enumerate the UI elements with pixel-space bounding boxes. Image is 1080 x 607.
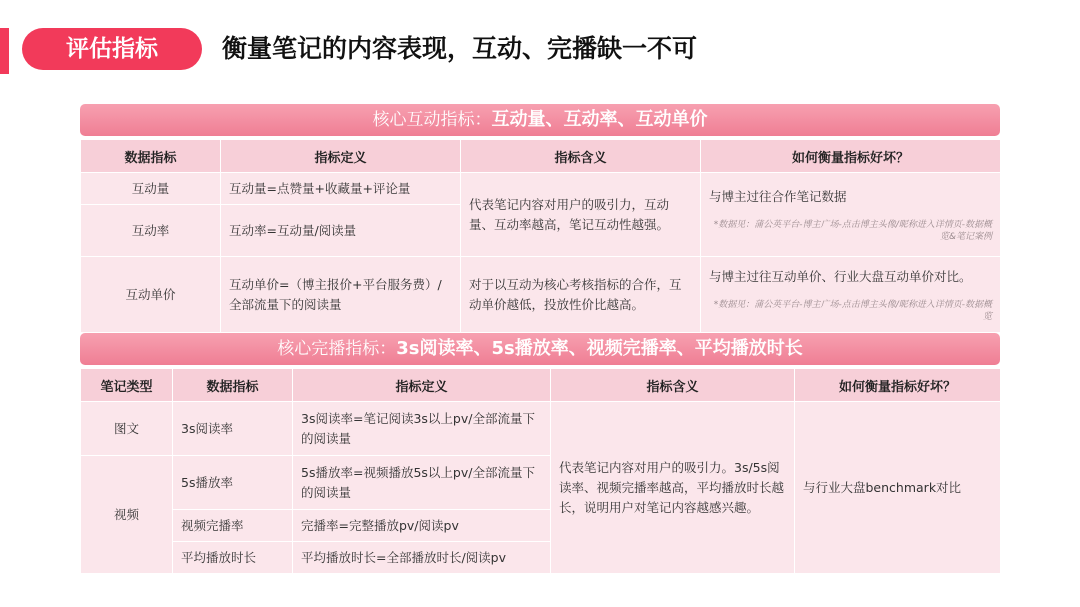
section-tag: 评估指标 xyxy=(22,28,202,70)
metric-cell: 5s播放率 xyxy=(173,456,293,510)
definition-cell: 互动量=点赞量+收藏量+评论量 xyxy=(221,173,461,205)
column-header: 指标含义 xyxy=(551,369,795,402)
column-header: 数据指标 xyxy=(81,140,221,173)
banner-highlight: 3s阅读率、5s播放率、视频完播率、平均播放时长 xyxy=(396,338,803,359)
judge-cell xyxy=(701,173,1001,257)
metric-cell: 互动量 xyxy=(81,173,221,205)
table-row xyxy=(81,257,1001,333)
interaction-metrics-table xyxy=(80,139,1001,333)
source-note: *数据见：蒲公英平台-博主广场-点击博主头像/昵称进入详情页-数据概览&笔记案例 xyxy=(713,219,992,242)
judge-cell: 与行业大盘benchmark对比 xyxy=(795,402,1001,574)
table-header-row xyxy=(81,140,1001,173)
banner-highlight: 互动量、互动率、互动单价 xyxy=(491,109,708,130)
accent-edge-bar xyxy=(0,28,9,74)
completion-metrics-table xyxy=(80,368,1001,574)
completion-metrics-banner xyxy=(80,333,1000,365)
meaning-cell: 代表笔记内容对用户的吸引力。3s/5s阅读率、视频完播率越高，平均播放时长越长，说明用户对笔记内容越感兴趣。 xyxy=(551,402,795,574)
banner-prefix: 核心完播指标： xyxy=(277,339,397,359)
definition-cell: 互动单价=（博主报价+平台服务费）/全部流量下的阅读量 xyxy=(221,257,461,333)
column-header: 指标定义 xyxy=(293,369,551,402)
column-header: 如何衡量指标好坏？ xyxy=(701,140,1001,173)
definition-cell: 5s播放率=视频播放5s以上pv/全部流量下的阅读量 xyxy=(293,456,551,510)
page-title: 衡量笔记的内容表现，互动、完播缺一不可 xyxy=(222,34,698,63)
column-header: 数据指标 xyxy=(173,369,293,402)
definition-cell: 互动率=互动量/阅读量 xyxy=(221,205,461,257)
metric-cell: 互动率 xyxy=(81,205,221,257)
judge-cell xyxy=(701,257,1001,333)
judge-text: 与博主过往合作笔记数据 xyxy=(709,188,847,204)
note-type-cell: 视频 xyxy=(81,456,173,574)
metric-cell: 互动单价 xyxy=(81,257,221,333)
column-header: 如何衡量指标好坏？ xyxy=(795,369,1001,402)
note-type-cell: 图文 xyxy=(81,402,173,456)
metric-cell: 平均播放时长 xyxy=(173,542,293,574)
table-header-row xyxy=(81,369,1001,402)
metric-cell: 3s阅读率 xyxy=(173,402,293,456)
judge-text: 与博主过往互动单价、行业大盘互动单价对比。 xyxy=(709,268,972,284)
metric-cell: 视频完播率 xyxy=(173,510,293,542)
interaction-metrics-banner xyxy=(80,104,1000,136)
table-row xyxy=(81,173,1001,205)
source-note: *数据见：蒲公英平台-博主广场-点击博主头像/昵称进入详情页-数据概览 xyxy=(713,299,992,322)
column-header: 指标定义 xyxy=(221,140,461,173)
table-row xyxy=(81,402,1001,456)
definition-cell: 完播率=完整播放pv/阅读pv xyxy=(293,510,551,542)
column-header: 笔记类型 xyxy=(81,369,173,402)
meaning-cell: 代表笔记内容对用户的吸引力，互动量、互动率越高，笔记互动性越强。 xyxy=(461,173,701,257)
column-header: 指标含义 xyxy=(461,140,701,173)
definition-cell: 平均播放时长=全部播放时长/阅读pv xyxy=(293,542,551,574)
banner-prefix: 核心互动指标： xyxy=(372,110,492,130)
definition-cell: 3s阅读率=笔记阅读3s以上pv/全部流量下的阅读量 xyxy=(293,402,551,456)
meaning-cell: 对于以互动为核心考核指标的合作，互动单价越低，投放性价比越高。 xyxy=(461,257,701,333)
